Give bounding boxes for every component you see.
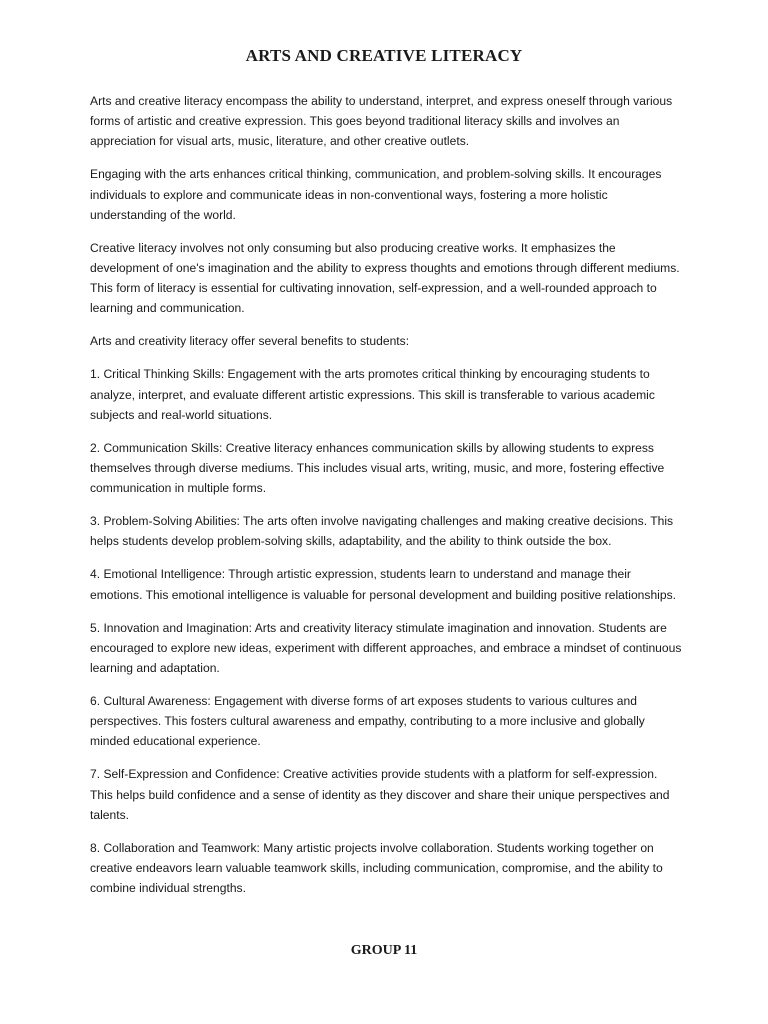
benefit-item-cultural-awareness: 6. Cultural Awareness: Engagement with diverse forms of art exposes students to various cultures and perspectives. This fosters cultural awareness and empathy, contributing to a more inclusive and globally minded educational experience. <box>90 694 645 749</box>
benefit-item-innovation: 5. Innovation and Imagination: Arts and creativity literacy stimulate imagination and innovation. Students are encouraged to explore new ideas, experiment with different approaches, and embrace a mindset of continuous learning and adaptation. <box>90 620 682 676</box>
group-footer: GROUP 11 <box>350 943 418 958</box>
benefit-item-communication: 2. Communication Skills: Creative literacy enhances communication skills by allowing students to express themselves through diverse mediums. This includes visual arts, writing, music, and more, fostering effective communication in multiple forms. <box>90 440 665 496</box>
paragraph-engagement: Engaging with the arts enhances critical thinking, communication, and problem-solving skills. It encourages individuals to explore and communicate ideas in non-conventional ways, fostering a more holistic understanding of the world. <box>90 167 662 222</box>
benefit-item-emotional-intelligence: 4. Emotional Intelligence: Through artistic expression, students learn to understand and manage their emotions. This emotional intelligence is valuable for personal development and building positive relationships. <box>90 567 676 602</box>
benefit-item-collaboration: 8. Collaboration and Teamwork: Many artistic projects involve collaboration. Students working together on creative endeavors learn valuable teamwork skills, including communication, compromise, and the ability to combine individual strengths. <box>90 840 663 896</box>
paragraph-benefits-intro: Arts and creativity literacy offer several benefits to students: <box>90 334 410 349</box>
benefit-item-problem-solving: 3. Problem-Solving Abilities: The arts often involve navigating challenges and making creative decisions. This helps students develop problem-solving skills, adaptability, and the ability to think outside the box. <box>90 514 674 549</box>
document-body <box>90 91 682 911</box>
document-title: ARTS AND CREATIVE LITERACY <box>245 46 523 65</box>
paragraph-creative-literacy: Creative literacy involves not only consuming but also producing creative works. It emphasizes the development of one's imagination and the ability to express thoughts and emotions through different mediums. This form of literacy is essential for cultivating innovation, self-expression, and a well-rounded approach to learning and communication. <box>90 240 680 316</box>
paragraph-intro: Arts and creative literacy encompass the ability to understand, interpret, and express oneself through various forms of artistic and creative expression. This goes beyond traditional literacy skills and involves an appreciation for visual arts, music, literature, and other creative outlets. <box>90 94 673 149</box>
benefit-item-self-expression: 7. Self-Expression and Confidence: Creative activities provide students with a platform for self-expression. This helps build confidence and a sense of identity as they discover and share their unique perspectives and talents. <box>90 767 670 822</box>
benefit-item-critical-thinking: 1. Critical Thinking Skills: Engagement with the arts promotes critical thinking by encouraging students to analyze, interpret, and evaluate different artistic expressions. This skill is transferable to various academic subjects and real-world situations. <box>90 367 655 422</box>
